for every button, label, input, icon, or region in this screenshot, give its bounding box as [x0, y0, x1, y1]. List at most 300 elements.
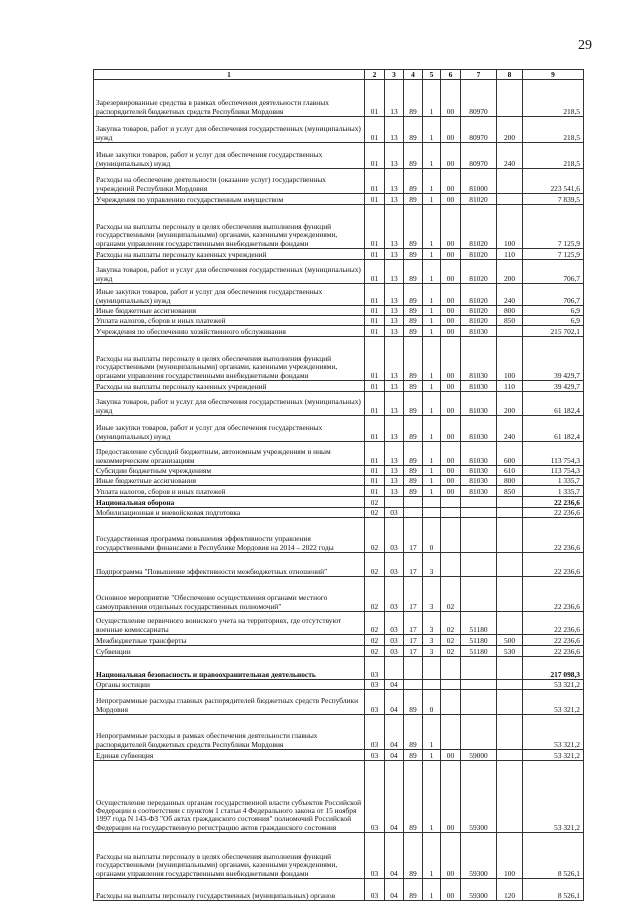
direction-code-cell: 81030 [461, 416, 497, 442]
expense-name-cell: Субвенции [94, 646, 365, 657]
amount-cell: 6,9 [523, 316, 584, 326]
event-code-cell [441, 553, 461, 577]
expense-type-cell: 610 [497, 466, 523, 476]
table-row [94, 466, 584, 476]
program-code-cell: 89 [404, 117, 423, 143]
event-code-cell: 00 [441, 337, 461, 381]
direction-code-cell: 51180 [461, 635, 497, 646]
table-row [94, 205, 584, 249]
direction-code-cell [461, 690, 497, 715]
table-row [94, 392, 584, 416]
event-code-cell [441, 690, 461, 715]
event-code-cell: 02 [441, 635, 461, 646]
subsection-code-cell: 03 [385, 553, 404, 577]
expense-type-cell [497, 750, 523, 761]
table-row [94, 577, 584, 612]
subprogram-code-cell: 1 [423, 416, 441, 442]
amount-cell: 223 541,6 [523, 169, 584, 194]
program-code-cell: 89 [404, 416, 423, 442]
section-code-cell: 01 [365, 284, 385, 306]
amount-cell: 53 321,2 [523, 761, 584, 833]
amount-cell: 53 321,2 [523, 715, 584, 750]
event-code-cell: 00 [441, 249, 461, 260]
expense-name-cell: Непрограммные расходы главных распорядителей бюджетных средств Республики Мордовия [94, 690, 365, 715]
amount-cell: 22 236,6 [523, 612, 584, 635]
subprogram-code-cell: 0 [423, 518, 441, 553]
subprogram-code-cell: 1 [423, 442, 441, 466]
subprogram-code-cell: 1 [423, 761, 441, 833]
direction-code-cell: 81030 [461, 337, 497, 381]
expense-type-cell [497, 761, 523, 833]
program-code-cell: 89 [404, 316, 423, 326]
direction-code-cell [461, 680, 497, 690]
expense-name-cell: Мобилизационная и вневойсковая подготовка [94, 508, 365, 518]
event-code-cell: 00 [441, 316, 461, 326]
table-row [94, 497, 584, 508]
section-code-cell: 03 [365, 690, 385, 715]
direction-code-cell: 59000 [461, 750, 497, 761]
subprogram-code-cell [423, 657, 441, 680]
event-code-cell: 00 [441, 381, 461, 392]
section-code-cell: 01 [365, 205, 385, 249]
subprogram-code-cell: 1 [423, 117, 441, 143]
subsection-code-cell: 13 [385, 249, 404, 260]
event-code-cell: 00 [441, 833, 461, 879]
section-code-cell: 03 [365, 750, 385, 761]
subprogram-code-cell: 1 [423, 316, 441, 326]
program-code-cell: 89 [404, 143, 423, 169]
header-cell: 9 [523, 70, 584, 80]
expense-type-cell: 500 [497, 635, 523, 646]
section-code-cell: 01 [365, 392, 385, 416]
amount-cell: 39 429,7 [523, 381, 584, 392]
expense-type-cell: 200 [497, 117, 523, 143]
table-row [94, 657, 584, 680]
amount-cell: 39 429,7 [523, 337, 584, 381]
section-code-cell: 02 [365, 612, 385, 635]
event-code-cell: 02 [441, 646, 461, 657]
expense-name-cell: Осуществление первичного воинского учета на территориях, где отсутствуют военные комиссариаты [94, 612, 365, 635]
table-row [94, 833, 584, 879]
expense-type-cell [497, 690, 523, 715]
program-code-cell: 89 [404, 260, 423, 284]
direction-code-cell: 80970 [461, 143, 497, 169]
program-code-cell: 89 [404, 194, 423, 205]
table-row [94, 381, 584, 392]
expense-name-cell: Осуществление переданных органам государственной власти субъектов Российской Федерации в соответствии с пунктом 1 статьи 4 Федерального закона от 15 ноября 1997 года N 143-ФЗ "Об актах гражданского состояния" полномочий Российской Федерации на государственную регистрацию актов гражданского состояния [94, 761, 365, 833]
subsection-code-cell [385, 657, 404, 680]
event-code-cell: 00 [441, 194, 461, 205]
section-code-cell: 01 [365, 326, 385, 337]
section-code-cell: 01 [365, 337, 385, 381]
subprogram-code-cell: 1 [423, 337, 441, 381]
subprogram-code-cell: 1 [423, 326, 441, 337]
expense-name-cell: Зарезервированные средства в рамках обеспечения деятельности главных распорядителей бюджетных средств Республики Мордовия [94, 80, 365, 117]
section-code-cell: 01 [365, 169, 385, 194]
table-row [94, 284, 584, 306]
section-code-cell: 02 [365, 508, 385, 518]
expense-name-cell: Учреждения по обеспечению хозяйственного обслуживания [94, 326, 365, 337]
subprogram-code-cell: 3 [423, 612, 441, 635]
amount-cell: 22 236,6 [523, 518, 584, 553]
table-row [94, 442, 584, 466]
direction-code-cell: 59300 [461, 761, 497, 833]
expense-type-cell [497, 194, 523, 205]
program-code-cell: 89 [404, 833, 423, 879]
program-code-cell: 89 [404, 306, 423, 316]
expense-type-cell [497, 612, 523, 635]
section-code-cell: 01 [365, 381, 385, 392]
amount-cell: 113 754,3 [523, 466, 584, 476]
subsection-code-cell: 13 [385, 194, 404, 205]
subsection-code-cell: 04 [385, 761, 404, 833]
section-code-cell: 01 [365, 80, 385, 117]
direction-code-cell: 51180 [461, 646, 497, 657]
program-code-cell: 89 [404, 442, 423, 466]
amount-cell: 22 236,6 [523, 497, 584, 508]
expense-type-cell: 100 [497, 833, 523, 879]
subprogram-code-cell: 3 [423, 635, 441, 646]
event-code-cell: 00 [441, 476, 461, 486]
amount-cell: 217 098,3 [523, 657, 584, 680]
direction-code-cell: 81020 [461, 306, 497, 316]
expense-type-cell: 110 [497, 249, 523, 260]
expense-type-cell: 200 [497, 260, 523, 284]
amount-cell: 218,5 [523, 80, 584, 117]
expense-name-cell: Иные бюджетные ассигнования [94, 476, 365, 486]
subsection-code-cell: 03 [385, 612, 404, 635]
section-code-cell: 01 [365, 486, 385, 497]
table-row [94, 750, 584, 761]
event-code-cell: 00 [441, 416, 461, 442]
expense-type-cell: 120 [497, 879, 523, 901]
subprogram-code-cell: 1 [423, 169, 441, 194]
amount-cell: 22 236,6 [523, 577, 584, 612]
section-code-cell: 02 [365, 635, 385, 646]
expense-name-cell: Закупка товаров, работ и услуг для обеспечения государственных (муниципальных) нужд [94, 260, 365, 284]
amount-cell: 113 754,3 [523, 442, 584, 466]
expense-name-cell: Расходы на выплаты персоналу в целях обеспечения выполнения функций государственными (муниципальными) органами, казенными учреждениями, органами управления государственными внебюджетными фондами [94, 337, 365, 381]
table-body [94, 70, 584, 901]
program-code-cell [404, 680, 423, 690]
program-code-cell: 89 [404, 476, 423, 486]
subprogram-code-cell: 1 [423, 143, 441, 169]
direction-code-cell: 81020 [461, 316, 497, 326]
expense-type-cell: 800 [497, 306, 523, 316]
subsection-code-cell: 13 [385, 284, 404, 306]
section-code-cell: 03 [365, 761, 385, 833]
section-code-cell: 01 [365, 143, 385, 169]
table-row [94, 476, 584, 486]
header-cell: 1 [94, 70, 365, 80]
event-code-cell: 00 [441, 750, 461, 761]
event-code-cell: 00 [441, 761, 461, 833]
page-number: 29 [578, 38, 592, 53]
subsection-code-cell: 04 [385, 690, 404, 715]
program-code-cell: 89 [404, 761, 423, 833]
expense-name-cell: Государственная программа повышения эффективности управления государственными финансами в Республике Мордовия на 2014 – 2022 годы [94, 518, 365, 553]
subprogram-code-cell [423, 508, 441, 518]
header-cell: 6 [441, 70, 461, 80]
program-code-cell: 89 [404, 381, 423, 392]
table-row [94, 80, 584, 117]
event-code-cell [441, 657, 461, 680]
section-code-cell: 01 [365, 442, 385, 466]
amount-cell: 215 702,1 [523, 326, 584, 337]
expense-type-cell: 240 [497, 284, 523, 306]
event-code-cell: 00 [441, 284, 461, 306]
section-code-cell: 01 [365, 249, 385, 260]
expense-type-cell [497, 553, 523, 577]
subsection-code-cell: 04 [385, 750, 404, 761]
subsection-code-cell: 13 [385, 117, 404, 143]
program-code-cell: 89 [404, 466, 423, 476]
subsection-code-cell: 13 [385, 169, 404, 194]
subprogram-code-cell: 1 [423, 476, 441, 486]
subsection-code-cell: 03 [385, 518, 404, 553]
subsection-code-cell: 13 [385, 381, 404, 392]
table-row [94, 612, 584, 635]
table-row [94, 553, 584, 577]
program-code-cell: 89 [404, 879, 423, 901]
table-row [94, 143, 584, 169]
subsection-code-cell: 13 [385, 476, 404, 486]
event-code-cell: 00 [441, 306, 461, 316]
expense-name-cell: Расходы на обеспечение деятельности (оказание услуг) государственных учреждений Республики Мордовия [94, 169, 365, 194]
event-code-cell: 00 [441, 486, 461, 497]
subprogram-code-cell: 1 [423, 80, 441, 117]
expense-name-cell: Расходы на выплаты персоналу в целях обеспечения выполнения функций государственными (муниципальными) органами, казенными учреждениями, органами управления государственными внебюджетными фондами [94, 205, 365, 249]
section-code-cell: 03 [365, 833, 385, 879]
header-cell: 5 [423, 70, 441, 80]
table-row [94, 260, 584, 284]
subsection-code-cell: 03 [385, 577, 404, 612]
program-code-cell: 89 [404, 205, 423, 249]
subsection-code-cell: 13 [385, 486, 404, 497]
subsection-code-cell: 03 [385, 635, 404, 646]
subprogram-code-cell: 1 [423, 260, 441, 284]
expense-name-cell: Основное мероприятие "Обеспечение осуществления органами местного самоуправления отдельных государственных полномочий" [94, 577, 365, 612]
event-code-cell: 00 [441, 442, 461, 466]
program-code-cell: 89 [404, 750, 423, 761]
table-row [94, 306, 584, 316]
amount-cell: 53 321,2 [523, 750, 584, 761]
subsection-code-cell: 13 [385, 80, 404, 117]
direction-code-cell: 81030 [461, 392, 497, 416]
subsection-code-cell: 13 [385, 337, 404, 381]
amount-cell: 53 321,2 [523, 690, 584, 715]
expense-name-cell: Иные закупки товаров, работ и услуг для обеспечения государственных (муниципальных) нужд [94, 416, 365, 442]
direction-code-cell: 80970 [461, 80, 497, 117]
program-code-cell: 89 [404, 337, 423, 381]
section-code-cell: 01 [365, 466, 385, 476]
table-row [94, 715, 584, 750]
direction-code-cell [461, 508, 497, 518]
table-row [94, 486, 584, 497]
program-code-cell: 17 [404, 553, 423, 577]
budget-table [93, 69, 584, 901]
table-row [94, 646, 584, 657]
program-code-cell: 89 [404, 690, 423, 715]
section-code-cell: 01 [365, 476, 385, 486]
expense-name-cell: Расходы на выплаты персоналу в целях обеспечения выполнения функций государственными (муниципальными) органами, казенными учреждениями, органами управления государственными внебюджетными фондами [94, 833, 365, 879]
expense-name-cell: Органы юстиции [94, 680, 365, 690]
expense-type-cell: 850 [497, 486, 523, 497]
subsection-code-cell: 03 [385, 508, 404, 518]
expense-name-cell: Единая субвенция [94, 750, 365, 761]
subprogram-code-cell: 1 [423, 249, 441, 260]
direction-code-cell: 81030 [461, 381, 497, 392]
table-row [94, 416, 584, 442]
subprogram-code-cell [423, 680, 441, 690]
subsection-code-cell: 13 [385, 442, 404, 466]
subprogram-code-cell: 1 [423, 833, 441, 879]
program-code-cell: 89 [404, 80, 423, 117]
expense-type-cell: 600 [497, 442, 523, 466]
direction-code-cell: 81030 [461, 442, 497, 466]
subsection-code-cell: 04 [385, 715, 404, 750]
direction-code-cell: 59300 [461, 833, 497, 879]
subsection-code-cell: 13 [385, 143, 404, 169]
expense-name-cell: Расходы на выплаты персоналу казенных учреждений [94, 249, 365, 260]
expense-name-cell: Учреждения по управлению государственным имуществом [94, 194, 365, 205]
expense-type-cell [497, 680, 523, 690]
program-code-cell: 17 [404, 646, 423, 657]
section-code-cell: 02 [365, 518, 385, 553]
program-code-cell [404, 508, 423, 518]
subsection-code-cell: 04 [385, 879, 404, 901]
amount-cell: 6,9 [523, 306, 584, 316]
event-code-cell: 00 [441, 80, 461, 117]
expense-name-cell: Иные закупки товаров, работ и услуг для обеспечения государственных (муниципальных) нужд [94, 143, 365, 169]
subprogram-code-cell: 1 [423, 750, 441, 761]
subprogram-code-cell: 1 [423, 466, 441, 476]
subprogram-code-cell: 1 [423, 486, 441, 497]
direction-code-cell: 59300 [461, 879, 497, 901]
expense-type-cell [497, 518, 523, 553]
event-code-cell [441, 715, 461, 750]
table-row [94, 316, 584, 326]
table-row [94, 337, 584, 381]
subprogram-code-cell: 1 [423, 306, 441, 316]
subprogram-code-cell: 1 [423, 715, 441, 750]
expense-name-cell: Предоставление субсидий бюджетным, автономным учреждениям и иным некоммерческим организациям [94, 442, 365, 466]
program-code-cell: 17 [404, 577, 423, 612]
direction-code-cell: 80970 [461, 117, 497, 143]
amount-cell: 1 335,7 [523, 486, 584, 497]
subprogram-code-cell: 1 [423, 381, 441, 392]
amount-cell: 706,7 [523, 260, 584, 284]
header-cell: 8 [497, 70, 523, 80]
amount-cell: 22 236,6 [523, 508, 584, 518]
amount-cell: 7 839,5 [523, 194, 584, 205]
amount-cell: 218,5 [523, 117, 584, 143]
subsection-code-cell: 13 [385, 260, 404, 284]
section-code-cell: 03 [365, 680, 385, 690]
event-code-cell: 02 [441, 612, 461, 635]
direction-code-cell: 81020 [461, 260, 497, 284]
direction-code-cell: 81030 [461, 466, 497, 476]
subprogram-code-cell: 1 [423, 392, 441, 416]
table-row [94, 249, 584, 260]
program-code-cell: 17 [404, 612, 423, 635]
event-code-cell [441, 518, 461, 553]
header-cell: 3 [385, 70, 404, 80]
subprogram-code-cell [423, 497, 441, 508]
table-row [94, 518, 584, 553]
program-code-cell: 89 [404, 715, 423, 750]
section-code-cell: 01 [365, 306, 385, 316]
subsection-code-cell: 13 [385, 392, 404, 416]
header-cell: 7 [461, 70, 497, 80]
expense-name-cell: Закупка товаров, работ и услуг для обеспечения государственных (муниципальных) нужд [94, 117, 365, 143]
amount-cell: 7 125,9 [523, 205, 584, 249]
subsection-code-cell: 04 [385, 833, 404, 879]
expense-type-cell [497, 508, 523, 518]
direction-code-cell: 81030 [461, 476, 497, 486]
subprogram-code-cell: 1 [423, 194, 441, 205]
event-code-cell: 02 [441, 577, 461, 612]
amount-cell: 53 321,2 [523, 680, 584, 690]
event-code-cell: 00 [441, 326, 461, 337]
subsection-code-cell: 13 [385, 205, 404, 249]
subsection-code-cell: 03 [385, 646, 404, 657]
expense-name-cell: Межбюджетные трансферты [94, 635, 365, 646]
program-code-cell: 89 [404, 486, 423, 497]
subsection-code-cell: 13 [385, 466, 404, 476]
table-row [94, 326, 584, 337]
expense-type-cell: 850 [497, 316, 523, 326]
subsection-code-cell: 13 [385, 306, 404, 316]
expense-type-cell [497, 715, 523, 750]
subprogram-code-cell: 1 [423, 879, 441, 901]
subprogram-code-cell: 3 [423, 553, 441, 577]
expense-name-cell: Национальная оборона [94, 497, 365, 508]
subsection-code-cell: 13 [385, 316, 404, 326]
amount-cell: 22 236,6 [523, 553, 584, 577]
amount-cell: 8 526,1 [523, 879, 584, 901]
amount-cell: 22 236,6 [523, 646, 584, 657]
event-code-cell: 00 [441, 879, 461, 901]
event-code-cell: 00 [441, 143, 461, 169]
subprogram-code-cell: 1 [423, 205, 441, 249]
section-code-cell: 03 [365, 879, 385, 901]
program-code-cell: 89 [404, 284, 423, 306]
table-row [94, 169, 584, 194]
direction-code-cell: 81030 [461, 486, 497, 497]
table-row [94, 117, 584, 143]
direction-code-cell [461, 518, 497, 553]
section-code-cell: 02 [365, 553, 385, 577]
expense-type-cell: 800 [497, 476, 523, 486]
direction-code-cell: 81020 [461, 249, 497, 260]
program-code-cell [404, 497, 423, 508]
event-code-cell: 00 [441, 205, 461, 249]
expense-type-cell: 530 [497, 646, 523, 657]
program-code-cell: 89 [404, 169, 423, 194]
table-row [94, 194, 584, 205]
subsection-code-cell: 13 [385, 416, 404, 442]
amount-cell: 61 182,4 [523, 392, 584, 416]
event-code-cell: 00 [441, 392, 461, 416]
section-code-cell: 01 [365, 316, 385, 326]
event-code-cell [441, 497, 461, 508]
amount-cell: 61 182,4 [523, 416, 584, 442]
expense-name-cell: Иные бюджетные ассигнования [94, 306, 365, 316]
direction-code-cell: 81020 [461, 284, 497, 306]
direction-code-cell: 81000 [461, 169, 497, 194]
event-code-cell [441, 508, 461, 518]
